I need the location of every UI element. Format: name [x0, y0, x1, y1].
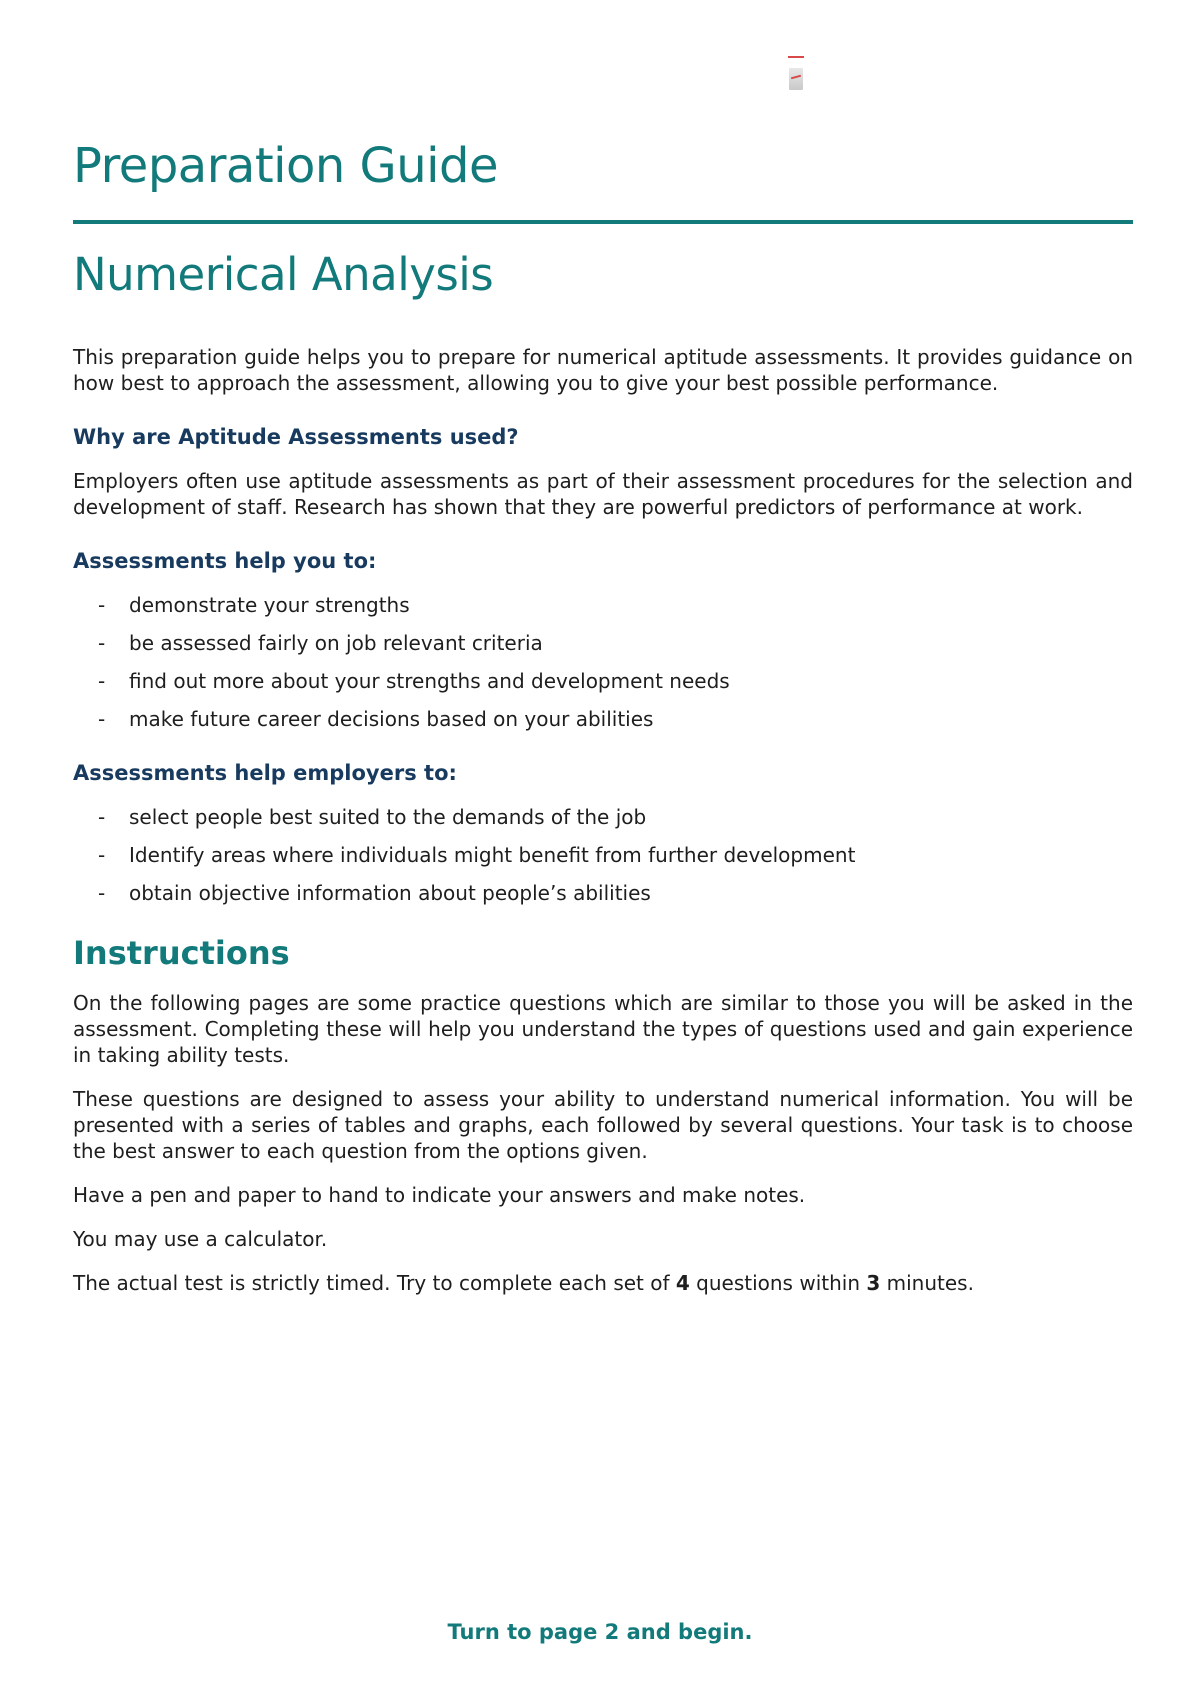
instructions-paragraph-1: On the following pages are some practice questions which are similar to those you will be asked in the assessment. Completing these will help you understand the types of questions used and gain experience in taking ability tests.: [73, 991, 1133, 1067]
instructions-paragraph-3: Have a pen and paper to hand to indicate your answers and make notes.: [73, 1183, 806, 1207]
list-item: - select people best suited to the demands of the job: [98, 805, 647, 829]
list-item: - obtain objective information about people’s abilities: [98, 881, 651, 905]
help-employers-list: [73, 804, 1133, 906]
footer-instruction: Turn to page 2 and begin.: [447, 1620, 753, 1644]
instructions-paragraph-5: The actual test is strictly timed. Try to complete each set of 4 questions within 3 minutes.: [73, 1271, 974, 1295]
dash-bullet: -: [98, 631, 106, 655]
dash-bullet: -: [98, 843, 106, 867]
question-count: 4: [675, 1271, 690, 1295]
instructions-heading: Instructions: [73, 934, 290, 972]
page-subtitle: Numerical Analysis: [73, 248, 494, 301]
dash-bullet: -: [98, 707, 106, 731]
list-item: - Identify areas where individuals might benefit from further development: [98, 843, 856, 867]
list-item: - be assessed fairly on job relevant criteria: [98, 631, 543, 655]
instructions-paragraph-4: You may use a calculator.: [73, 1227, 328, 1251]
list-item: - find out more about your strengths and development needs: [98, 669, 730, 693]
list-item: - make future career decisions based on your abilities: [98, 707, 654, 731]
help-you-list: [73, 592, 1133, 732]
intro-paragraph: This preparation guide helps you to prepare for numerical aptitude assessments. It provides guidance on how best to approach the assessment, allowing you to give your best possible performance.: [73, 345, 1133, 395]
why-heading: Why are Aptitude Assessments used?: [73, 425, 519, 449]
document-body: [73, 344, 1133, 1314]
list-item: - demonstrate your strengths: [98, 593, 410, 617]
instructions-paragraph-2: These questions are designed to assess your ability to understand numerical information. You will be presented with a series of tables and graphs, each followed by several questions. Your task is to choose the best answer to each question from the options given.: [73, 1087, 1133, 1163]
page-title: Preparation Guide: [73, 138, 498, 194]
time-limit-minutes: 3: [866, 1271, 881, 1295]
help-you-heading: Assessments help you to:: [73, 549, 377, 573]
dash-bullet: -: [98, 805, 106, 829]
why-paragraph: Employers often use aptitude assessments as part of their assessment procedures for the selection and development of staff. Research has shown that they are powerful predictors of performance at work.: [73, 469, 1133, 519]
dash-bullet: -: [98, 593, 106, 617]
instructions-section: [73, 990, 1133, 1296]
company-logo-icon: [788, 56, 806, 96]
dash-bullet: -: [98, 881, 106, 905]
help-employers-heading: Assessments help employers to:: [73, 761, 457, 785]
dash-bullet: -: [98, 669, 106, 693]
title-divider: [73, 220, 1133, 224]
